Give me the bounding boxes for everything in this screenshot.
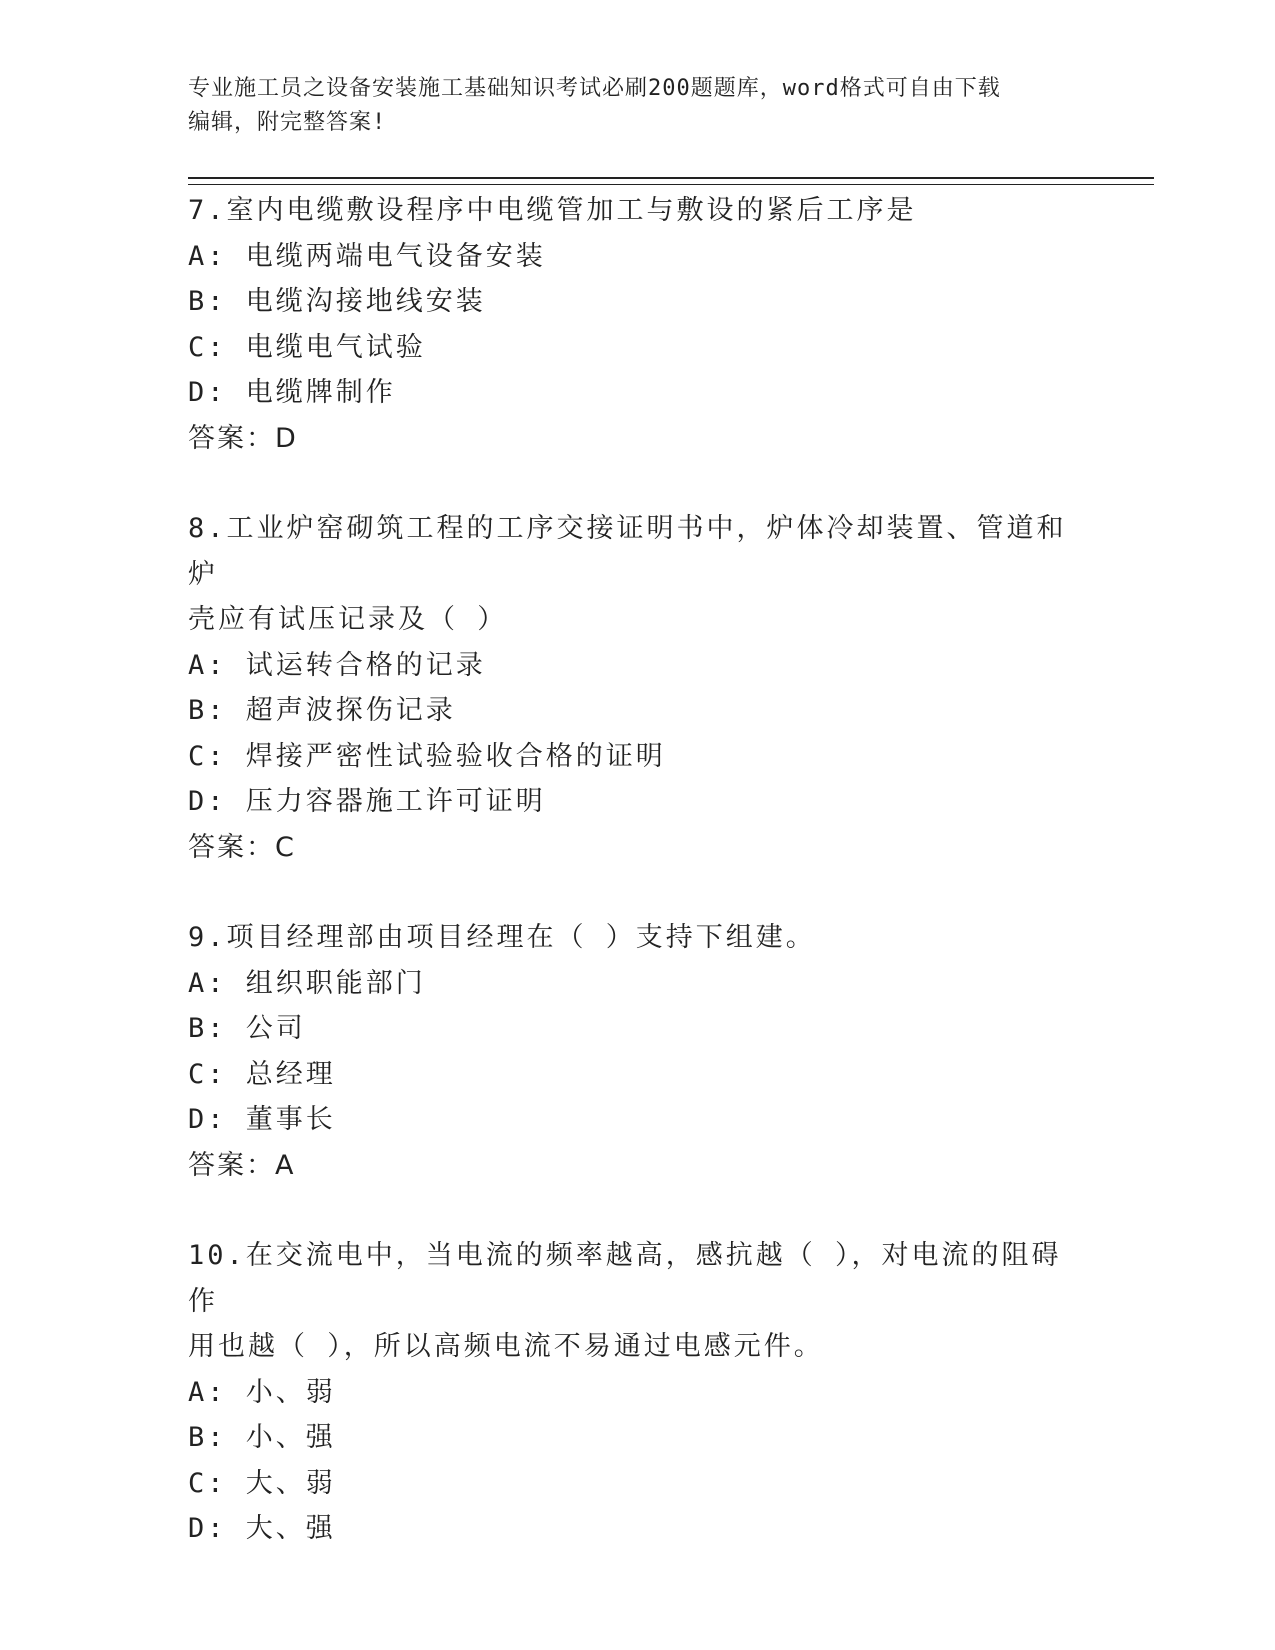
header-title-line-1: 专业施工员之设备安装施工基础知识考试必刷200题题库，word格式可自由下载: [188, 76, 1001, 101]
option-d: D: 大、强: [188, 1513, 336, 1544]
header-divider-thin: [188, 184, 1154, 185]
answer-text: 答案：C: [188, 831, 296, 863]
question-spacer: [188, 461, 1068, 506]
question-list: [188, 188, 1068, 1552]
option-b: B: 公司: [188, 1013, 306, 1044]
question-stem-line-1: 10.在交流电中，当电流的频率越高，感抗越（ ），对电流的阻碍作: [188, 1240, 1062, 1317]
option-a: A: 小、弱: [188, 1376, 336, 1408]
option-d: D: 董事长: [188, 1104, 336, 1135]
option-a: A: 电缆两端电气设备安装: [188, 240, 546, 272]
option-c: C: 总经理: [188, 1058, 336, 1090]
header-divider-thick: [188, 177, 1154, 179]
question-10: [188, 1233, 1068, 1552]
option-a: A: 试运转合格的记录: [188, 649, 486, 681]
option-d: D: 压力容器施工许可证明: [188, 786, 546, 817]
question-7: [188, 188, 1068, 461]
option-b: B: 电缆沟接地线安装: [188, 286, 486, 317]
document-header: [188, 72, 1088, 140]
option-c: C: 焊接严密性试验验收合格的证明: [188, 740, 666, 772]
question-stem-line-2: 壳应有试压记录及（ ）: [188, 604, 508, 635]
answer-text: 答案：A: [188, 1149, 296, 1181]
option-b: B: 小、强: [188, 1422, 336, 1453]
question-8: [188, 506, 1068, 870]
option-c: C: 大、弱: [188, 1467, 336, 1499]
option-b: B: 超声波探伤记录: [188, 695, 456, 726]
header-title-line-2: 编辑，附完整答案!: [188, 110, 387, 135]
answer-text: 答案：D: [188, 422, 298, 454]
option-c: C: 电缆电气试验: [188, 331, 426, 363]
question-stem: 7.室内电缆敷设程序中电缆管加工与敷设的紧后工序是: [188, 195, 917, 226]
question-spacer: [188, 1188, 1068, 1233]
question-stem-line-2: 用也越（ ），所以高频电流不易通过电感元件。: [188, 1331, 824, 1362]
question-stem: 9.项目经理部由项目经理在（ ）支持下组建。: [188, 922, 816, 953]
option-a: A: 组织职能部门: [188, 967, 426, 999]
question-spacer: [188, 870, 1068, 915]
question-9: [188, 915, 1068, 1188]
option-d: D: 电缆牌制作: [188, 377, 396, 408]
question-stem-line-1: 8.工业炉窑砌筑工程的工序交接证明书中，炉体冷却装置、管道和炉: [188, 513, 1067, 590]
